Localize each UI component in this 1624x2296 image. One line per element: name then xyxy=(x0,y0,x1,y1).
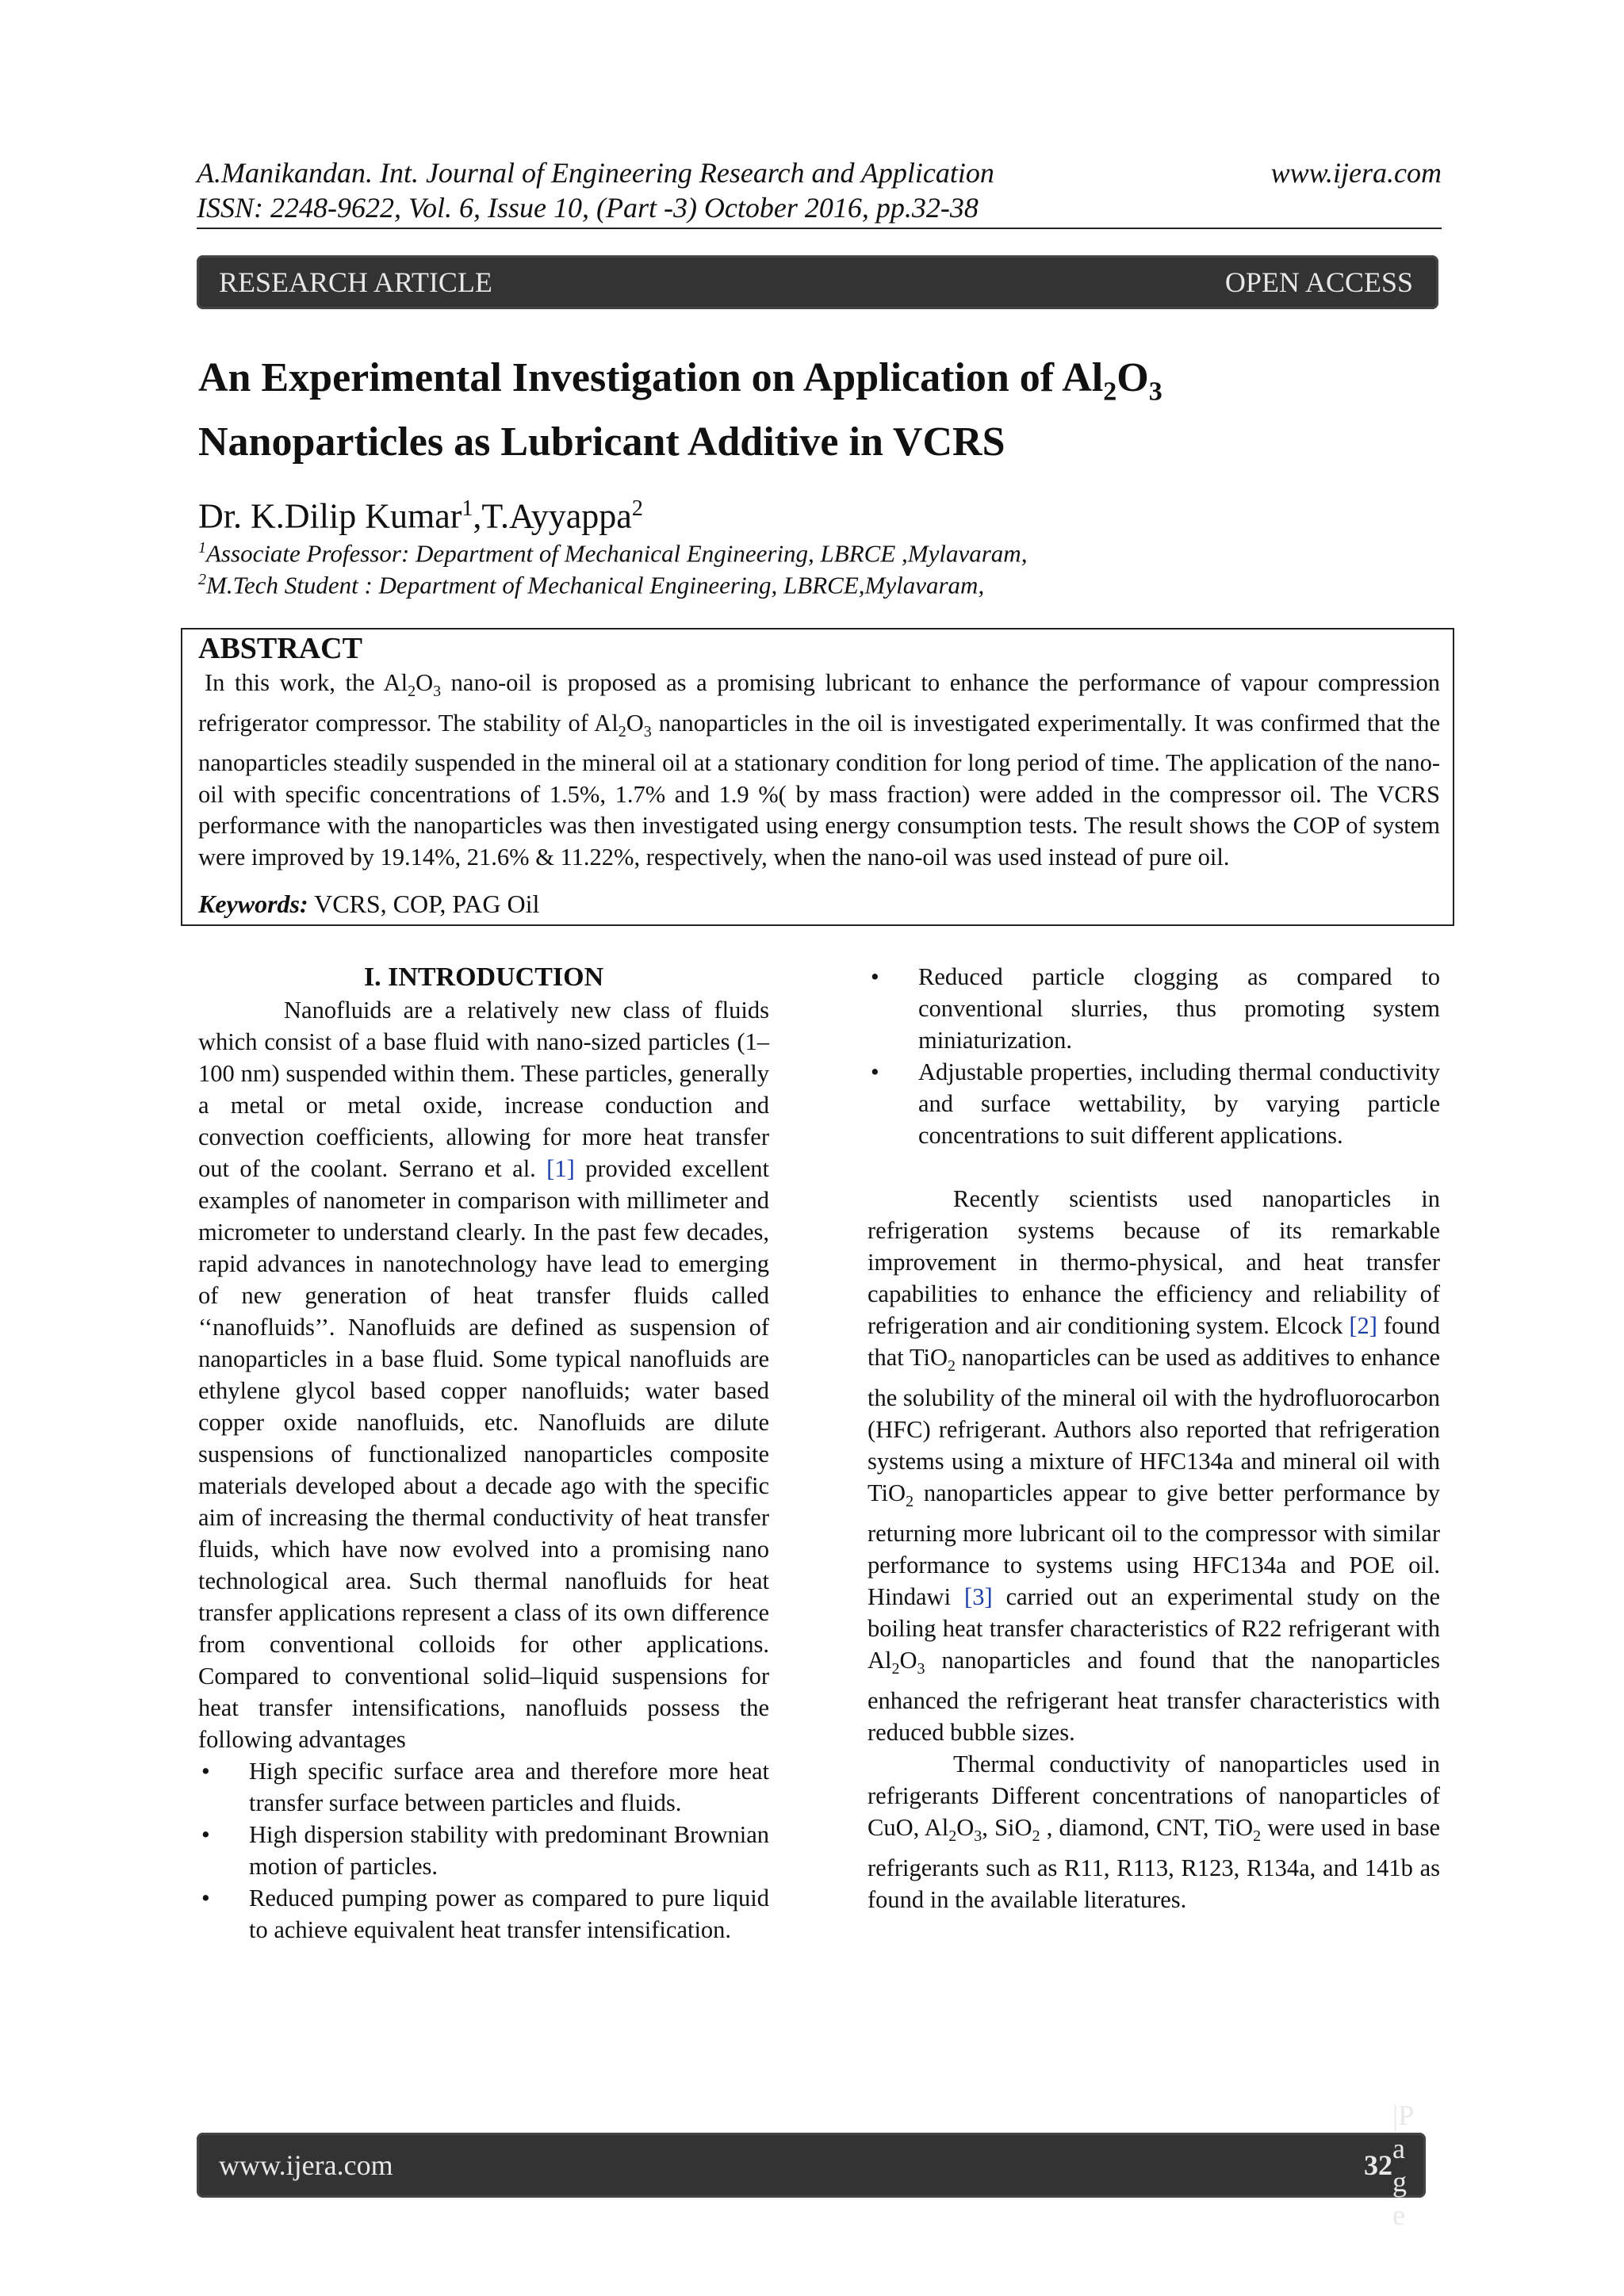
list-item: • Adjustable properties, including thermal conductivity and surface wettability, by varying particle concentrations to suit different applications. xyxy=(868,1056,1440,1151)
affiliation-text: M.Tech Student : Department of Mechanical Engineering, LBRCE,Mylavaram, xyxy=(206,571,985,599)
subscript: 3 xyxy=(917,1660,925,1678)
intro-paragraph-1 xyxy=(198,994,769,1755)
paragraph-text: Nanofluids are a relatively new class of fluids which consist of a base fluid with nano-sized particles (1–100 nm) suspended within them. These particles, generally a metal or metal oxide, increase conduction and convection coefficients, allowing for more heat transfer out of the coolant. Serrano et al. xyxy=(198,997,769,1182)
paragraph-text: nanoparticles appear to give better performance by returning more lubricant oil to the compressor with similar performance to systems using HFC134a and POE oil. Hindawi xyxy=(868,1479,1440,1611)
page-label: |P a g e xyxy=(1392,2099,1413,2231)
affiliation-mark: 1 xyxy=(198,539,206,557)
footer-page-number xyxy=(1364,2099,1413,2231)
affiliation-mark: 2 xyxy=(198,571,206,588)
banner-research-article: RESEARCH ARTICLE xyxy=(219,266,492,298)
abstract-text: In this work, the Al xyxy=(205,669,408,696)
journal-citation: A.Manikandan. Int. Journal of Engineering Research and Application xyxy=(197,157,994,189)
subscript: 2 xyxy=(906,1493,914,1511)
authors xyxy=(198,488,643,538)
advantages-list-left xyxy=(198,1755,769,1946)
abstract-text: nanoparticles in the oil is investigated experimentally. It was confirmed that the nanoparticles steadily suspended in the mineral oil at a stationary condition for long period of time. The application of the nano-oil with specific concentrations of 1.5%, 1.7% and 1.9 %( by mass fraction) were added in the compressor oil. The VCRS performance with the nanoparticles was then investigated using energy consumption tests. The result shows the COP of system were improved by 19.14%, 21.6% & 11.22%, respectively, when the nano-oil was used instead of pure oil. xyxy=(198,709,1440,871)
journal-website: www.ijera.com xyxy=(1270,157,1442,189)
author-name: T.Ayyappa xyxy=(481,496,632,536)
paragraph-text: O xyxy=(956,1814,975,1842)
paragraph-text: O xyxy=(899,1647,917,1674)
citation-link-3[interactable]: [3] xyxy=(964,1583,993,1611)
subscript: 3 xyxy=(974,1827,982,1846)
paragraph-text: were used in base refrigerants such as R11, R113, R123, R134a, and 141b as found in the available literatures. xyxy=(868,1814,1440,1914)
subscript: 2 xyxy=(948,1357,956,1376)
subscript: 2 xyxy=(1253,1827,1262,1846)
author-name: Dr. K.Dilip Kumar xyxy=(198,496,462,536)
right-column xyxy=(868,961,1440,1915)
abstract-sub: 3 xyxy=(643,722,652,740)
list-item: • Reduced particle clogging as compared to conventional slurries, thus promoting system miniaturization. xyxy=(868,961,1440,1056)
abstract-body xyxy=(198,668,1440,873)
author-sep: , xyxy=(473,496,482,536)
subscript: 2 xyxy=(948,1827,957,1846)
paragraph-text: , diamond, CNT, TiO xyxy=(1040,1814,1254,1842)
abstract-sub: 2 xyxy=(408,683,416,701)
spacer xyxy=(868,1151,1440,1183)
citation-link-2[interactable]: [2] xyxy=(1349,1312,1377,1339)
affiliation-1 xyxy=(198,533,1027,568)
list-item: • High dispersion stability with predominant Brownian motion of particles. xyxy=(198,1819,769,1882)
title-text: O xyxy=(1116,355,1149,400)
paragraph-text: carried out an experimental study on the boiling heat transfer characteristics of R22 refrigerant with Al xyxy=(868,1583,1440,1674)
paragraph-text: Recently scientists used nanoparticles in refrigeration systems because of its remarkable improvement in thermo-physical, and heat transfer capabilities to enhance the efficiency and reliability of refrigeration and air conditioning system. Elcock xyxy=(868,1185,1440,1339)
title-text-line2: Nanoparticles as Lubricant Additive in VCRS xyxy=(198,419,1005,465)
advantages-list-right xyxy=(868,961,1440,1151)
abstract-text: nano-oil is proposed as a promising lubricant to enhance the performance of vapour compression refrigerator compressor. The stability of Al xyxy=(198,669,1440,737)
list-item: • Reduced pumping power as compared to pure liquid to achieve equivalent heat transfer intensification. xyxy=(198,1882,769,1946)
paragraph-text: nanoparticles and found that the nanoparticles enhanced the refrigerant heat transfer characteristics with reduced bubble sizes. xyxy=(868,1647,1440,1747)
title-sub: 3 xyxy=(1148,377,1162,407)
affiliation-2 xyxy=(198,564,984,600)
header-divider xyxy=(197,228,1442,229)
title-text: An Experimental Investigation on Application of Al xyxy=(198,355,1104,400)
page-footer xyxy=(197,2099,1426,2231)
keywords-label: Keywords: xyxy=(198,890,308,918)
author-mark: 1 xyxy=(462,496,473,521)
subscript: 2 xyxy=(1032,1827,1040,1846)
affiliation-text: Associate Professor: Department of Mechanical Engineering, LBRCE ,Mylavaram, xyxy=(206,539,1028,568)
journal-header-line2: ISSN: 2248-9622, Vol. 6, Issue 10, (Part -3) October 2016, pp.32-38 xyxy=(197,192,979,224)
title-sub: 2 xyxy=(1103,377,1117,407)
section-heading-introduction: I. INTRODUCTION xyxy=(363,962,604,992)
abstract-sub: 3 xyxy=(433,683,442,701)
paper-title xyxy=(198,353,1435,468)
abstract-heading: ABSTRACT xyxy=(198,632,362,665)
left-column xyxy=(198,961,769,1946)
intro-paragraph-2 xyxy=(868,1183,1440,1748)
article-type-banner xyxy=(197,255,1438,309)
paragraph-text: Thermal conductivity of nanoparticles used in refrigerants Different concentrations of nanoparticles of CuO, Al xyxy=(868,1751,1440,1842)
abstract-sub: 2 xyxy=(618,722,626,740)
journal-header-line1 xyxy=(197,155,1442,190)
paragraph-text: provided excellent examples of nanometer in comparison with millimeter and micrometer to understand clearly. In the past few decades, rapid advances in nanotechnology have lead to emerging of new generation of heat transfer fluids called ‘‘nanofluids’’. Nanofluids are defined as suspension of nanoparticles in a base fluid. Some typical nanofluids are ethylene glycol based copper nanofluids; water based copper oxide nanofluids, etc. Nanofluids are dilute suspensions of functionalized nanoparticles composite materials developed about a decade ago with the specific aim of increasing the thermal conductivity of heat transfer fluids, which have now evolved into a promising nano technological area. Such thermal nanofluids for heat transfer applications represent a class of its own difference from conventional colloids for other applications. Compared to conventional solid–liquid suspensions for heat transfer intensifications, nanofluids possess the following advantages xyxy=(198,1155,769,1753)
page-number: 32 xyxy=(1364,2149,1392,2181)
citation-link-1[interactable]: [1] xyxy=(546,1155,575,1182)
banner-open-access: OPEN ACCESS xyxy=(1224,266,1413,298)
keywords-list: VCRS, COP, PAG Oil xyxy=(308,890,540,918)
intro-paragraph-3 xyxy=(868,1748,1440,1915)
paragraph-text: found that TiO xyxy=(868,1312,1440,1371)
footer-website: www.ijera.com xyxy=(219,2149,393,2181)
author-mark: 2 xyxy=(631,496,643,521)
abstract-text: O xyxy=(626,709,644,737)
keywords xyxy=(198,888,539,920)
list-item: • High specific surface area and therefore more heat transfer surface between particles and fluids. xyxy=(198,1755,769,1819)
paragraph-text: , SiO xyxy=(982,1814,1032,1842)
abstract-text: O xyxy=(416,669,434,696)
subscript: 2 xyxy=(891,1660,900,1678)
paragraph-text: nanoparticles can be used as additives to enhance the solubility of the mineral oil with the hydrofluorocarbon (HFC) refrigerant. Authors also reported that refrigeration systems using a mixture of HFC134a and mineral oil with TiO xyxy=(868,1344,1441,1507)
